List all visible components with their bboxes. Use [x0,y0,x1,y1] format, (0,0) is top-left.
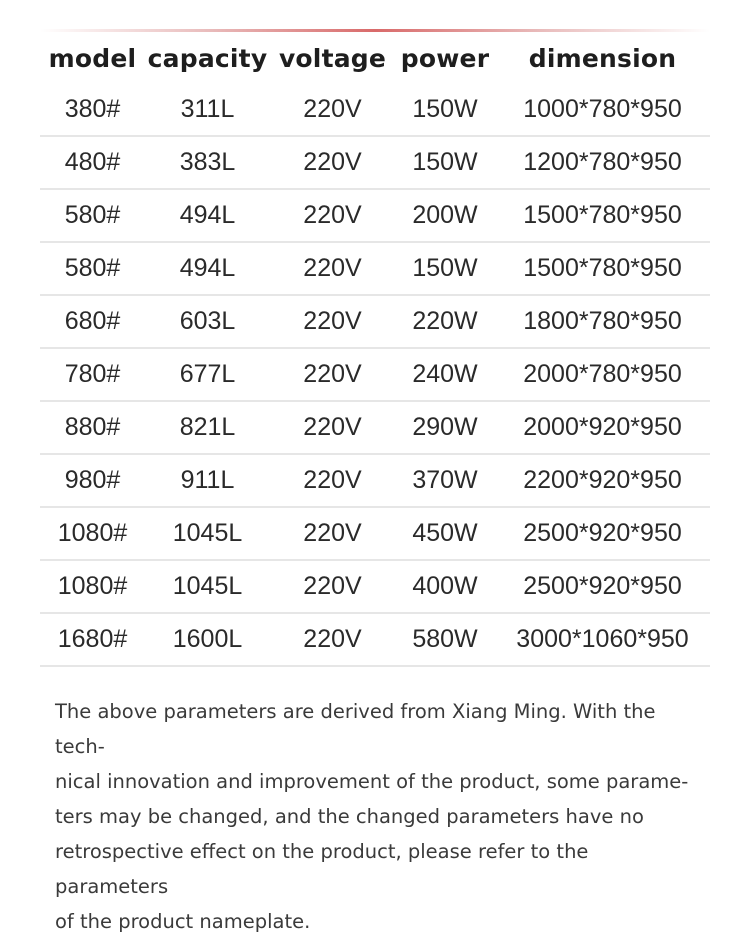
table-row [40,242,710,295]
cell-voltage: 220V [270,560,395,613]
cell-power: 150W [395,136,495,189]
cell-dimension: 3000*1060*950 [495,613,710,666]
cell-voltage: 220V [270,84,395,136]
cell-power: 290W [395,401,495,454]
cell-model: 880# [40,401,145,454]
cell-capacity: 1045L [145,507,270,560]
cell-power: 150W [395,84,495,136]
cell-power: 450W [395,507,495,560]
table-row [40,454,710,507]
header-row [40,32,710,84]
cell-power: 400W [395,560,495,613]
column-header-power: power [400,43,490,73]
cell-model: 480# [40,136,145,189]
cell-dimension: 2500*920*950 [495,560,710,613]
cell-model: 980# [40,454,145,507]
cell-model: 680# [40,295,145,348]
cell-dimension: 1500*780*950 [495,189,710,242]
note-line: retrospective effect on the product, please refer to the parameters [55,840,589,898]
spec-table-body [40,84,710,666]
cell-capacity: 494L [145,189,270,242]
note-line: nical innovation and improvement of the product, some parame- [55,770,689,793]
cell-capacity: 911L [145,454,270,507]
cell-model: 1680# [40,613,145,666]
cell-dimension: 2500*920*950 [495,507,710,560]
table-row [40,189,710,242]
cell-voltage: 220V [270,613,395,666]
column-header-dimension: dimension [528,43,677,73]
cell-power: 580W [395,613,495,666]
note-line: ters may be changed, and the changed parameters have no [55,805,644,828]
spec-table-header [40,32,710,84]
table-row [40,507,710,560]
cell-dimension: 2200*920*950 [495,454,710,507]
cell-capacity: 383L [145,136,270,189]
note-line: The above parameters are derived from Xiang Ming. With the tech- [55,700,656,758]
table-row [40,401,710,454]
cell-dimension: 2000*920*950 [495,401,710,454]
cell-power: 240W [395,348,495,401]
cell-capacity: 1600L [145,613,270,666]
cell-dimension: 1200*780*950 [495,136,710,189]
cell-power: 220W [395,295,495,348]
cell-voltage: 220V [270,507,395,560]
cell-dimension: 1800*780*950 [495,295,710,348]
cell-model: 1080# [40,507,145,560]
cell-voltage: 220V [270,295,395,348]
cell-capacity: 311L [145,84,270,136]
cell-dimension: 1000*780*950 [495,84,710,136]
column-header-capacity: capacity [147,43,268,73]
cell-power: 200W [395,189,495,242]
cell-voltage: 220V [270,189,395,242]
cell-voltage: 220V [270,348,395,401]
note-line: of the product nameplate. [55,910,311,933]
spec-table [40,32,710,667]
cell-capacity: 603L [145,295,270,348]
cell-model: 380# [40,84,145,136]
cell-model: 580# [40,189,145,242]
cell-capacity: 494L [145,242,270,295]
column-header-model: model [48,43,137,73]
cell-power: 370W [395,454,495,507]
cell-capacity: 677L [145,348,270,401]
table-row [40,84,710,136]
cell-voltage: 220V [270,242,395,295]
table-row [40,136,710,189]
cell-dimension: 1500*780*950 [495,242,710,295]
cell-voltage: 220V [270,454,395,507]
cell-power: 150W [395,242,495,295]
table-row [40,560,710,613]
table-row [40,295,710,348]
cell-voltage: 220V [270,401,395,454]
disclaimer-note [55,694,705,939]
table-row [40,348,710,401]
cell-dimension: 2000*780*950 [495,348,710,401]
cell-model: 580# [40,242,145,295]
cell-model: 780# [40,348,145,401]
cell-model: 1080# [40,560,145,613]
table-row [40,613,710,666]
cell-capacity: 1045L [145,560,270,613]
column-header-voltage: voltage [278,43,387,73]
cell-capacity: 821L [145,401,270,454]
cell-voltage: 220V [270,136,395,189]
